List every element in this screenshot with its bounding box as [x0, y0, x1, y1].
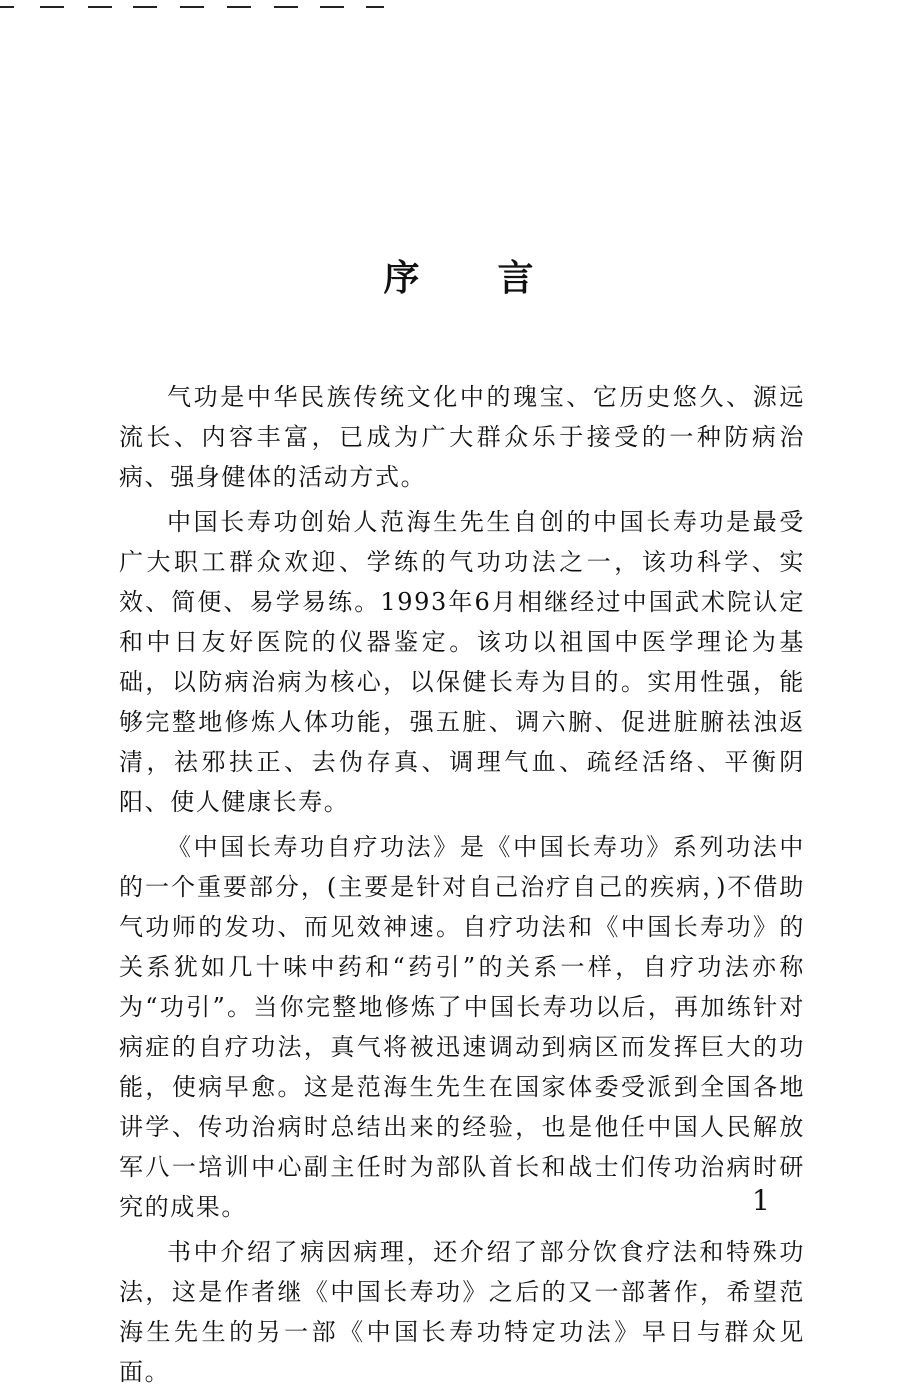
paragraph-4: 书中介绍了病因病理，还介绍了部分饮食疗法和特殊功法，这是作者继《中国长寿功》之后的又一部著作，希望范海生先生的另一部《中国长寿功特定功法》早日与群众见面。	[119, 1238, 805, 1386]
dash-mark	[274, 6, 298, 8]
dash-mark	[133, 6, 157, 8]
page-title: 序言	[383, 257, 612, 299]
paragraph-1: 气功是中华民族传统文化中的瑰宝、它历史悠久、源远流长、内容丰富，已成为广大群众乐于接受的一种防病治病、强身健体的活动方式。	[119, 383, 805, 491]
dash-mark	[88, 6, 112, 8]
dash-mark	[0, 6, 14, 8]
dash-mark	[40, 6, 64, 8]
paragraph-3: 《中国长寿功自疗功法》是《中国长寿功》系列功法中的一个重要部分，(主要是针对自己治疗自己的疾病，)不借助气功师的发功、而见效神速。自疗功法和《中国长寿功》的关系犹如几十味中药和“药引”的关系一样，自疗功法亦称为“功引”。当你完整地修炼了中国长寿功以后，再加练针对病症的自疗功法，真气将被迅速调动到病区而发挥巨大的功能，使病早愈。这是范海生先生在国家体委受派到全国各地讲学、传功治病时总结出来的经验，也是他任中国人民解放军八一培训中心副主任时为部队首长和战士们传功治病时研究的成果。	[119, 833, 805, 1221]
dash-mark	[227, 6, 251, 8]
preface-body	[119, 377, 805, 1397]
top-dash-rule	[0, 0, 917, 12]
dash-mark	[320, 6, 344, 8]
dash-mark	[180, 6, 204, 8]
dash-mark	[366, 6, 384, 8]
paragraph-2: 中国长寿功创始人范海生先生自创的中国长寿功是最受广大职工群众欢迎、学练的气功功法之一，该功科学、实效、简便、易学易练。1993年6月相继经过中国武术院认定和中日友好医院的仪器鉴定。该功以祖国中医学理论为基础，以防病治病为核心，以保健长寿为目的。实用性强，能够完整地修炼人体功能，强五脏、调六腑、促进脏腑祛浊返清，祛邪扶正、去伪存真、调理气血、疏经活络、平衡阴阳、使人健康长寿。	[119, 508, 805, 816]
page-number: 1	[752, 1184, 770, 1217]
